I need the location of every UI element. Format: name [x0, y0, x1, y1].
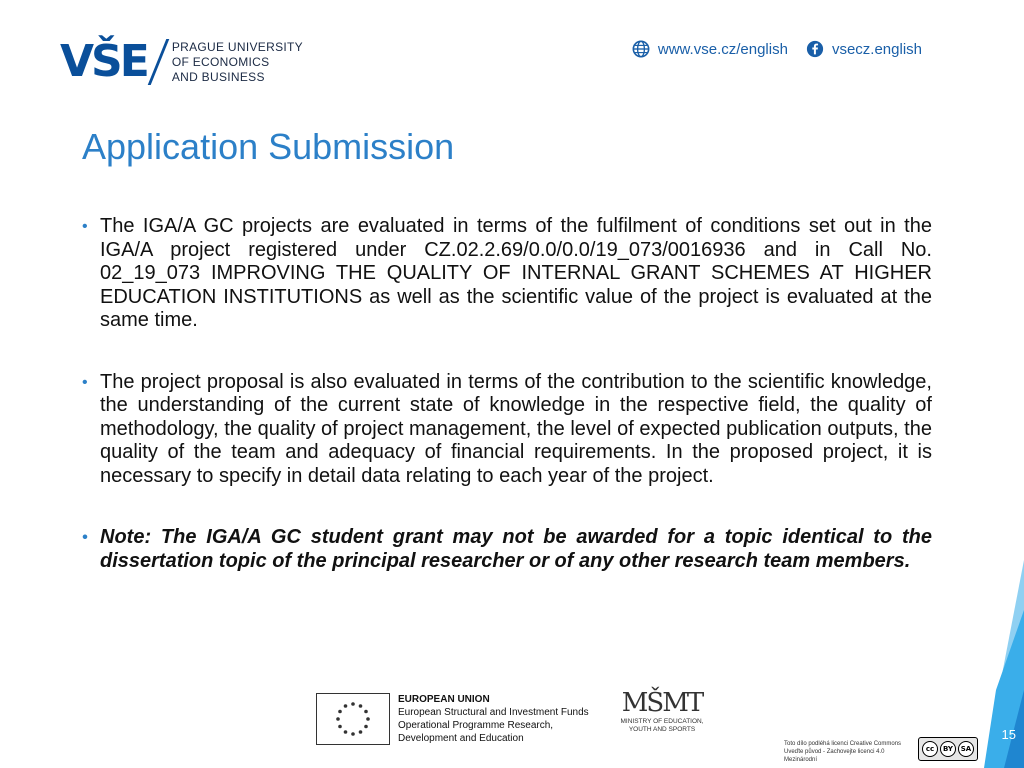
license-line: Toto dílo podléhá licenci Creative Commons — [784, 741, 902, 747]
sa-icon: SA — [958, 741, 974, 757]
logo-line: AND BUSINESS — [171, 69, 265, 84]
logo-line: PRAGUE UNIVERSITY — [171, 39, 303, 54]
vse-logo[interactable] — [60, 36, 303, 88]
facebook-icon — [806, 40, 824, 58]
facebook-link[interactable] — [806, 40, 922, 58]
eu-line: Development and Education — [398, 733, 524, 744]
corner-decoration — [984, 0, 1024, 768]
bullet-item: • The IGA/A GC projects are evaluated in terms of the fulfilment of conditions set out in the IGA/A project registered under CZ.02.2.69/0.0/0.0/19_073/0016936 and in Call No. 02_19_073 IMPROVING THE QUALITY OF INTERNAL GRANT SCHEMES AT HIGHER EDUCATION INSTITUTIONS as well as the scientific value of the project is evaluated at the same time. — [82, 215, 932, 333]
logo-text — [172, 40, 303, 85]
globe-icon — [632, 40, 650, 58]
bullet-item: • The project proposal is also evaluated in terms of the contribution to the scientific knowledge, the understanding of the current state of knowledge in the respective field, the quality of methodology, the quality of project management, the level of expected publication outputs, the quality of the team and adequacy of financial requirements. In the proposed project, it is necessary to specify in detail data relating to each year of the project. — [82, 371, 932, 489]
website-link[interactable] — [632, 40, 788, 58]
slide-title: Application Submission — [82, 126, 455, 167]
license-line: Uveďte původ - Zachovejte licenci 4.0 Mezinárodní — [784, 749, 885, 763]
eu-flag-logo — [316, 693, 390, 745]
logo-mark — [60, 36, 147, 87]
msmt-line: MINISTRY OF EDUCATION, — [620, 718, 704, 725]
msmt-mark: MŠMT — [621, 688, 703, 718]
eu-line: European Structural and Investment Funds — [398, 707, 589, 718]
msmt-subtitle — [612, 718, 712, 734]
slide-content — [82, 215, 932, 611]
logo-mark-text: VŠE — [60, 36, 147, 87]
page-number: 15 — [1001, 727, 1016, 742]
eu-line: Operational Programme Research, — [398, 720, 554, 731]
msmt-line: YOUTH AND SPORTS — [628, 726, 696, 733]
logo-divider — [148, 39, 170, 85]
website-link-label: www.vse.cz/english — [657, 40, 788, 58]
header-links — [632, 40, 922, 58]
eu-stars-icon — [317, 694, 389, 744]
eu-funding-text — [398, 693, 589, 745]
license-text — [784, 740, 914, 764]
by-icon: BY — [940, 741, 956, 757]
note-bullet: • Note: The IGA/A GC student grant may not be awarded for a topic identical to the dissertation topic of the principal researcher or of any other research team members. — [82, 526, 932, 573]
eu-heading: EUROPEAN UNION — [398, 694, 490, 705]
msmt-logo — [612, 690, 712, 734]
logo-line: OF ECONOMICS — [171, 54, 270, 69]
facebook-link-label: vsecz.english — [831, 40, 922, 58]
cc-license-badge[interactable] — [918, 737, 978, 761]
cc-icon: cc — [922, 741, 938, 757]
